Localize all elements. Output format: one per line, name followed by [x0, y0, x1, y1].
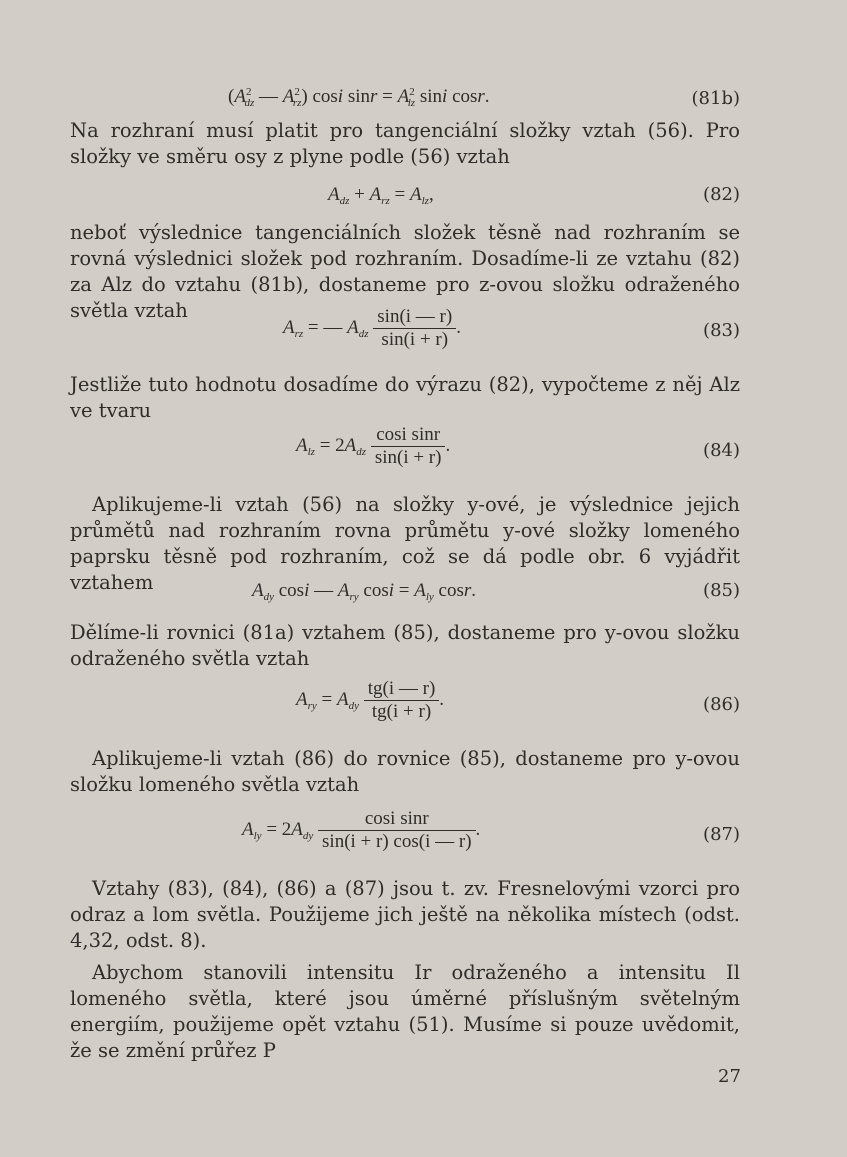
paragraph-7: Vztahy (83), (84), (86) a (87) jsou t. zv. Fresnelovými vzorci pro odraz a lom světla. Použijeme jich ještě na několika místech (odst. 4,32, odst. 8). [70, 877, 740, 952]
equation-87-expression: $A_{ly} = 2A_{dy}$ $\frac{\text{cosi sinr}}{\sin(i + r) \cos(i — r)}$ . [242, 808, 481, 852]
equation-number: (87) [703, 824, 740, 845]
equation-82-expression: $A_{dz} + A_{rz} = A_{lz}$, [328, 184, 434, 207]
paragraph-8: Abychom stanovili intensitu Ir odraženého a intensitu Il lomeného světla, které jsou úměrné příslušným světelným energiím, použijeme opět vztahu (51). Musíme si pouze uvědomit, že se změní průřez P [70, 961, 740, 1062]
denominator: sin(i + r) [373, 328, 456, 351]
equation-number: (86) [703, 694, 740, 715]
paragraph-3: Jestliže tuto hodnotu dosadíme do výrazu (82), vypočteme z něj Alz ve tvaru [70, 373, 740, 422]
fraction [364, 678, 440, 723]
page-number: 27 [718, 1066, 741, 1087]
equation-number: (83) [703, 320, 740, 341]
equation-number: (81b) [691, 88, 740, 109]
equation-83 [70, 304, 740, 364]
paragraph-2: neboť výslednice tangenciálních složek těsně nad rozhraním se rovná výslednici složek pod rozhraním. Dosadíme-li ze vztahu (82) za Alz do vztahu (81b), dostaneme pro z-ovou složku odraženého světla vztah [70, 221, 740, 322]
equation-85-expression: $A_{dy}$ cosi — $A_{ry}$ $\cos i = A_{ly}$ cosr. [252, 580, 477, 603]
paragraph-1: Na rozhraní musí platit pro tangenciální složky vztah (56). Pro složky ve směru osy z plyne podle (56) vztah [70, 119, 740, 168]
paragraph-6: Aplikujeme-li vztah (86) do rovnice (85), dostaneme pro y-ovou složku lomeného světla vztah [70, 747, 740, 796]
denominator: sin(i + r) cos(i — r) [318, 830, 476, 853]
denominator: tg(i + r) [364, 700, 440, 723]
equation-84 [70, 424, 740, 484]
equation-84-expression: $A_{lz} = 2A_{dz}$ $\frac{\text{cosi sinr}}{\sin(i + r)}$ . [296, 424, 451, 468]
fraction [371, 424, 446, 469]
equation-number: (84) [703, 440, 740, 461]
equation-81b-expression: ($A^2_{dz}$ — $A^2_{rz}$) cosi $\sin r = A^2_{lz}$ sini cosr. [228, 86, 490, 109]
fraction [373, 306, 456, 351]
equation-86-expression: $A_{ry} = A_{dy}$ $\frac{tg(i — r)}{tg(i + r)}$ . [296, 678, 445, 722]
paragraph-4: Aplikujeme-li vztah (56) na složky y-ové, je výslednice jejich průmětů nad rozhraním rovna průmětu y-ové složky lomeného paprsku těsně pod rozhraním, což se dá podle obr. 6 vyjádřit vztahem [70, 493, 740, 594]
numerator: sin(i — r) [377, 306, 453, 327]
equation-number: (85) [703, 580, 740, 601]
equation-83-expression: $A_{rz}$ = — $A_{dz}$ $\frac{\sin(i — r)}{\sin(i + r)}$ . [283, 306, 461, 350]
numerator: cosi sinr [376, 424, 441, 445]
equation-87 [70, 806, 740, 866]
numerator: cosi sinr [364, 808, 429, 829]
equation-number: (82) [703, 184, 740, 205]
paragraph-5: Dělíme-li rovnici (81a) vztahem (85), dostaneme pro y-ovou složku odraženého světla vztah [70, 621, 740, 670]
fraction [318, 808, 476, 853]
denominator: sin(i + r) [371, 446, 446, 469]
equation-86 [70, 678, 740, 738]
numerator: tg(i — r) [367, 678, 436, 699]
